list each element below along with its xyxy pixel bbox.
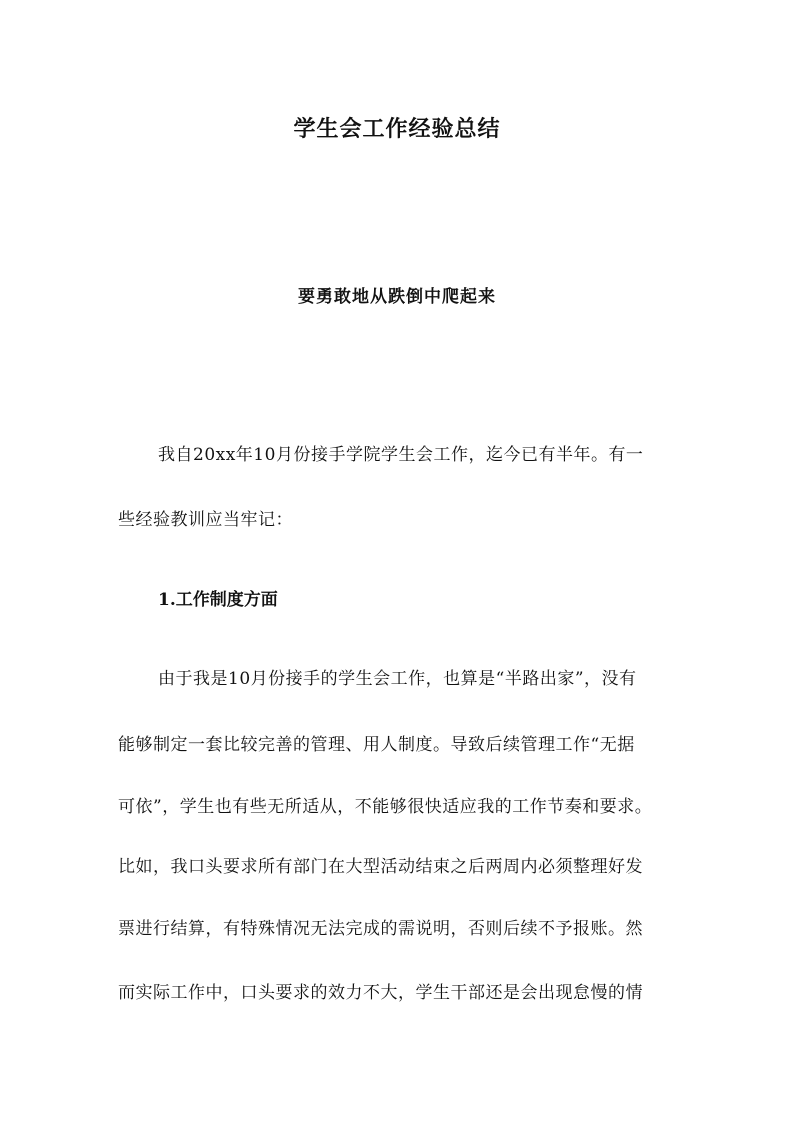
paragraph-line: 由于我是10月份接手的学生会工作，也算是“半路出家”，没有 [158,669,637,689]
paragraph-line: 我自20xx年10月份接手学院学生会工作，迄今已有半年。有一 [158,445,644,465]
paragraph-line: 能够制定一套比较完善的管理、用人制度。导致后续管理工作“无据 [118,735,635,755]
section-heading: 1.工作制度方面 [158,590,278,610]
paragraph-line: 可依”，学生也有些无所适从，不能够很快适应我的工作节奏和要求。 [118,797,653,817]
paragraph-line: 些经验教训应当牢记： [118,510,293,530]
paragraph-line: 票进行结算，有特殊情况无法完成的需说明，否则后续不予报账。然 [118,919,643,939]
paragraph-line: 而实际工作中，口头要求的效力不大，学生干部还是会出现怠慢的情 [118,983,643,1003]
paragraph-line: 比如，我口头要求所有部门在大型活动结束之后两周内必须整理好发 [118,857,643,877]
document-subtitle: 要勇敢地从跌倒中爬起来 [298,287,496,307]
document-title: 学生会工作经验总结 [293,117,501,142]
